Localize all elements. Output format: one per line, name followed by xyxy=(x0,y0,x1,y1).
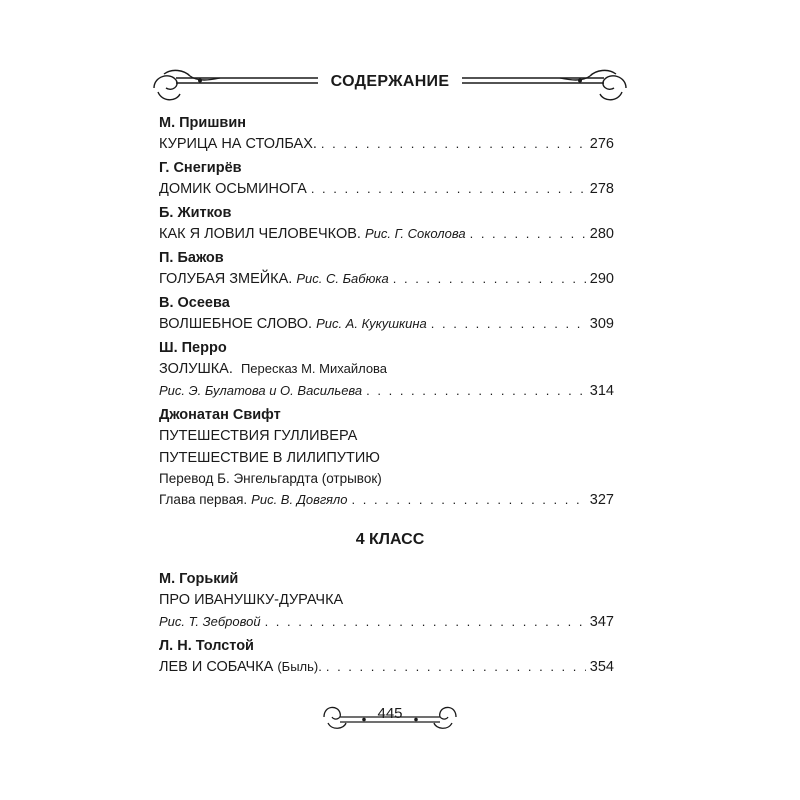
genre-note: (Быль). xyxy=(277,659,322,674)
chapter-label: Глава первая. xyxy=(159,492,248,507)
page-footer xyxy=(320,695,460,741)
dot-leader xyxy=(393,268,586,290)
dot-leader xyxy=(470,223,586,245)
story-title-line[interactable] xyxy=(159,358,614,380)
author-name: Джонатан Свифт xyxy=(159,407,281,423)
list-item xyxy=(159,338,614,402)
list-item xyxy=(159,636,614,678)
illustrator: Рис. Т. Зебровой xyxy=(159,614,261,629)
author-name: М. Горький xyxy=(159,571,239,587)
toc-line[interactable] xyxy=(159,656,614,678)
page-ref: 347 xyxy=(589,614,614,630)
author-name: Б. Житков xyxy=(159,205,232,221)
story-title: КАК Я ЛОВИЛ ЧЕЛОВЕЧКОВ. xyxy=(159,226,361,242)
story-title: ВОЛШЕБНОЕ СЛОВО. xyxy=(159,316,313,332)
list-item xyxy=(159,569,614,633)
illustrator: Рис. Э. Булатова и О. Васильева xyxy=(159,383,363,398)
list-item xyxy=(159,113,614,155)
author-name: В. Осеева xyxy=(159,295,230,311)
dot-leader xyxy=(366,380,586,402)
contents-header xyxy=(150,62,630,108)
translation-note: Перевод Б. Энгельгардта (отрывок) xyxy=(159,471,382,486)
story-title[interactable]: ПУТЕШЕСТВИЯ ГУЛЛИВЕРА xyxy=(159,428,358,444)
author-name: Г. Снегирёв xyxy=(159,160,242,176)
dot-leader xyxy=(311,178,586,200)
page-ref: 280 xyxy=(589,226,614,242)
page-ref: 354 xyxy=(589,659,614,675)
list-item xyxy=(159,293,614,335)
dot-leader xyxy=(326,656,586,678)
page-number: 445 xyxy=(377,705,403,722)
illustrator: Рис. С. Бабюка xyxy=(296,271,389,286)
dot-leader xyxy=(431,313,586,335)
story-title[interactable]: ПРО ИВАНУШКУ-ДУРАЧКА xyxy=(159,592,344,608)
story-subtitle[interactable]: ПУТЕШЕСТВИЕ В ЛИЛИПУТИЮ xyxy=(159,450,380,466)
list-item xyxy=(159,203,614,245)
illustrator: Рис. В. Довгяло xyxy=(251,492,348,507)
retelling-note: Пересказ М. Михайлова xyxy=(240,361,388,376)
page-title: СОДЕРЖАНИЕ xyxy=(330,73,450,90)
illustrator: Рис. А. Кукушкина xyxy=(316,316,427,331)
contents-list-grade4 xyxy=(159,569,614,681)
toc-line[interactable] xyxy=(159,380,614,402)
toc-line[interactable] xyxy=(159,133,614,155)
author-name: Ш. Перро xyxy=(159,340,227,356)
toc-line[interactable] xyxy=(159,313,614,335)
page-ref: 314 xyxy=(589,383,614,399)
story-title: ЛЕВ И СОБАЧКА xyxy=(159,659,274,675)
illustrator: Рис. Г. Соколова xyxy=(364,226,466,241)
author-name: П. Бажов xyxy=(159,250,224,266)
list-item xyxy=(159,405,614,511)
author-name: М. Пришвин xyxy=(159,115,246,131)
dot-leader xyxy=(265,611,586,633)
dot-leader xyxy=(321,133,586,155)
toc-line[interactable] xyxy=(159,489,614,511)
story-title: ГОЛУБАЯ ЗМЕЙКА. xyxy=(159,271,293,287)
contents-list xyxy=(159,113,614,514)
author-name: Л. Н. Толстой xyxy=(159,638,254,654)
section-heading: 4 КЛАСС xyxy=(355,531,425,548)
toc-line[interactable] xyxy=(159,223,614,245)
story-title: КУРИЦА НА СТОЛБАХ. xyxy=(159,136,317,152)
story-title: ЗОЛУШКА. xyxy=(159,361,233,377)
toc-line[interactable] xyxy=(159,178,614,200)
list-item xyxy=(159,248,614,290)
story-title: ДОМИК ОСЬМИНОГА xyxy=(159,181,307,197)
toc-line[interactable] xyxy=(159,611,614,633)
page-ref: 278 xyxy=(589,181,614,197)
list-item xyxy=(159,158,614,200)
page-ref: 327 xyxy=(589,492,614,508)
dot-leader xyxy=(352,489,586,511)
page-ref: 290 xyxy=(589,271,614,287)
page-ref: 276 xyxy=(589,136,614,152)
page-ref: 309 xyxy=(589,316,614,332)
toc-line[interactable] xyxy=(159,268,614,290)
ornament-right-icon xyxy=(460,62,630,108)
